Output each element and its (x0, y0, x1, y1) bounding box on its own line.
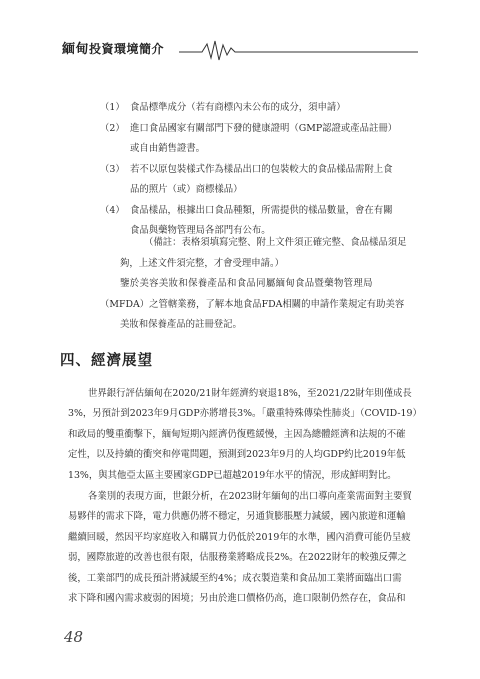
list-item-text: 食品與藥物管理局各部門有公布。 (130, 225, 271, 236)
list-item-text: 或自由銷售證書。 (130, 143, 206, 154)
list-item-text: 進口食品國家有關部門下發的健康證明（GMP認證或產品註冊） (130, 122, 398, 134)
list-item-text: 若不以原包裝樣式作為樣品出口的包裝較大的食品樣品需附上食 (130, 163, 393, 175)
list-item-number: （1） (100, 102, 125, 113)
paragraph-line: （MFDA）之管轄業務，了解本地食品FDA相關的申請作業規定有助美容 (100, 298, 405, 310)
page-number: 48 (64, 628, 84, 646)
paragraph-line: 後，工業部門的成長預計將減緩至約4%；成衣製造業和食品加工業將面臨出口需 (68, 572, 402, 584)
paragraph-line: 鑒於美容美妝和保養產品和食品同屬緬甸食品暨藥物管理局 (120, 278, 373, 289)
paragraph-line: 3%，另預計到2023年9月GDP亦將增長3%。「嚴重特殊傳染性肺炎」（COVID-19） (68, 408, 422, 420)
page-header (62, 36, 418, 64)
list-item (100, 119, 420, 160)
remark-note (100, 233, 420, 274)
paragraph-line: 易夥伴的需求下降，電力供應仍將不穩定，另通貨膨脹壓力減緩，國內旅遊和運輸 (68, 511, 406, 523)
section-heading: 四、經濟展望 (60, 352, 153, 369)
paragraph-line: 和政局的雙重衝擊下，緬甸短期內經濟仍復甦緩慢，主因為總體經濟和法規的不確 (68, 428, 406, 440)
note-line: 夠，上述文件須完整，才會受理申請。） (120, 257, 285, 269)
list-item-number: （3） (100, 163, 125, 175)
list-item (100, 160, 420, 201)
paragraph-line: 弱，國際旅遊的改善也很有限，估服務業將略成長2%。在2022財年的較強反彈之 (68, 552, 407, 564)
list-item-text: 食品標準成分（若有商標內未公布的成分，須申請） (130, 102, 346, 113)
list-item-number: （2） (100, 122, 125, 134)
list-item-text: 品的照片（或）商標樣品） (130, 184, 243, 195)
header-title-rest: 投資環境簡介 (89, 42, 165, 56)
economic-outlook-paragraph (68, 384, 422, 486)
header-heartbeat-line (62, 36, 418, 64)
paragraph-line: 繼續回暖，然因平均家庭收入和購買力仍低於2019年的水準，國內消費可能仍呈疲 (68, 531, 411, 543)
list-item-text: 食品樣品，根據出口食品種類，所需提供的樣品數量，會在有關 (130, 204, 393, 216)
paragraph-line: 求下降和國內需求疲弱的困境；另由於進口價格仍高，進口限制仍然存在，食品和 (68, 593, 406, 605)
paragraph-line: 各業別的表現方面，世銀分析，在2023財年緬甸的出口導向產業需面對主要貿 (88, 491, 412, 502)
note-line: （備註：表格須填寫完整、附上文件須正確完整、食品樣品須足 (144, 237, 407, 248)
paragraph-line: 13%，與其他亞太區主要國家GDP已超越2019年水平的情況，形成鮮明對比。 (68, 469, 397, 481)
paragraph-line: 美妝和保養產品的註冊登記。 (120, 319, 242, 330)
sector-performance-paragraph (68, 487, 418, 609)
list-item (100, 98, 420, 119)
paragraph-line: 定性，以及持續的衝突和停電問題，預測到2023年9月的人均GDP約比2019年低 (68, 449, 406, 461)
paragraph-line: 世界銀行評估緬甸在2020/21財年經濟約衰退18%，至2021/22財年則僅成長 (88, 388, 412, 399)
requirements-list (100, 98, 420, 242)
list-item-number: （4） (100, 204, 125, 216)
header-title-country: 緬甸 (62, 42, 90, 57)
mfda-paragraph (100, 274, 420, 336)
